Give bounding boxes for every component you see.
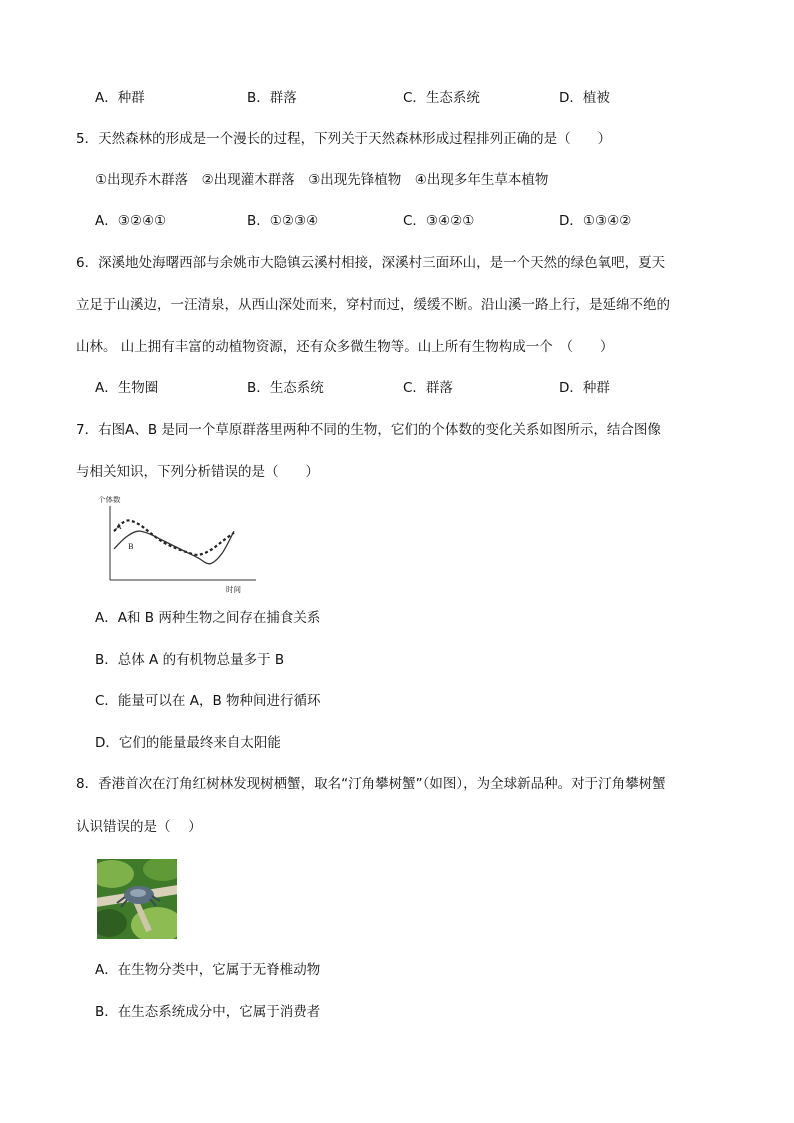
x-axis-label: 时间 — [226, 585, 241, 594]
q8-stem-line1: 8．香港首次在汀角红树林发现树栖蟹，取名“汀角攀树蟹”（如图），为全球新品种。对于汀角攀树蟹 — [76, 776, 666, 792]
q7-option-d: D．它们的能量最终来自太阳能 — [95, 735, 281, 751]
q7-stem-line2: 与相关知识，下列分析错误的是（ ） — [76, 464, 319, 480]
q8-option-a: A．在生物分类中，它属于无脊椎动物 — [95, 962, 321, 978]
q7-option-a: A．A和 B 两种生物之间存在捕食关系 — [95, 610, 321, 626]
population-chart — [96, 496, 266, 596]
q7-stem-line1: 7．右图A、B 是同一个草原群落里两种不同的生物，它们的个体数的变化关系如图所示，结合图像 — [76, 422, 661, 438]
q6-stem-line1: 6．深溪地处海曙西部与余姚市大隐镇云溪村相接，深溪村三面环山，是一个天然的绿色氧吧，夏天 — [76, 255, 666, 271]
q8-stem-line2: 认识错误的是（ ） — [76, 819, 202, 835]
q8-option-b: B．在生态系统成分中，它属于消费者 — [95, 1004, 321, 1020]
q5-option-d: D．①③④② — [559, 213, 632, 229]
series-a-label: A — [116, 522, 122, 532]
series-b-label: B — [128, 542, 134, 552]
q7-option-c: C．能量可以在 A，B 物种间进行循环 — [95, 693, 321, 709]
q6-option-c: C．群落 — [403, 380, 453, 396]
tree-crab-photo — [97, 859, 177, 939]
q4-option-a: A．种群 — [95, 90, 145, 106]
q5-stem: 5．天然森林的形成是一个漫长的过程，下列关于天然森林形成过程排列正确的是（ ） — [76, 131, 612, 147]
q5-items: ①出现乔木群落 ②出现灌木群落 ③出现先锋植物 ④出现多年生草本植物 — [95, 172, 549, 188]
q7-option-b: B．总体 A 的有机物总量多于 B — [95, 652, 285, 668]
q6-option-b: B．生态系统 — [247, 380, 324, 396]
q6-stem-line3: 山林。 山上拥有丰富的动植物资源，还有众多微生物等。山上所有生物构成一个 （ ） — [76, 339, 614, 355]
q5-option-a: A．③②④① — [95, 213, 167, 229]
q4-option-c: C．生态系统 — [403, 90, 480, 106]
q5-option-b: B．①②③④ — [247, 213, 319, 229]
q4-option-d: D．植被 — [559, 90, 610, 106]
q4-option-b: B．群落 — [247, 90, 297, 106]
q6-option-a: A．生物圈 — [95, 380, 159, 396]
y-axis-label: 个体数 — [98, 496, 121, 504]
q5-option-c: C．③④②① — [403, 213, 475, 229]
q6-option-d: D．种群 — [559, 380, 610, 396]
q6-stem-line2: 立足于山溪边，一汪清泉，从西山深处而来，穿村而过，缓缓不断。沿山溪一路上行，是延绵不绝的 — [76, 297, 670, 313]
